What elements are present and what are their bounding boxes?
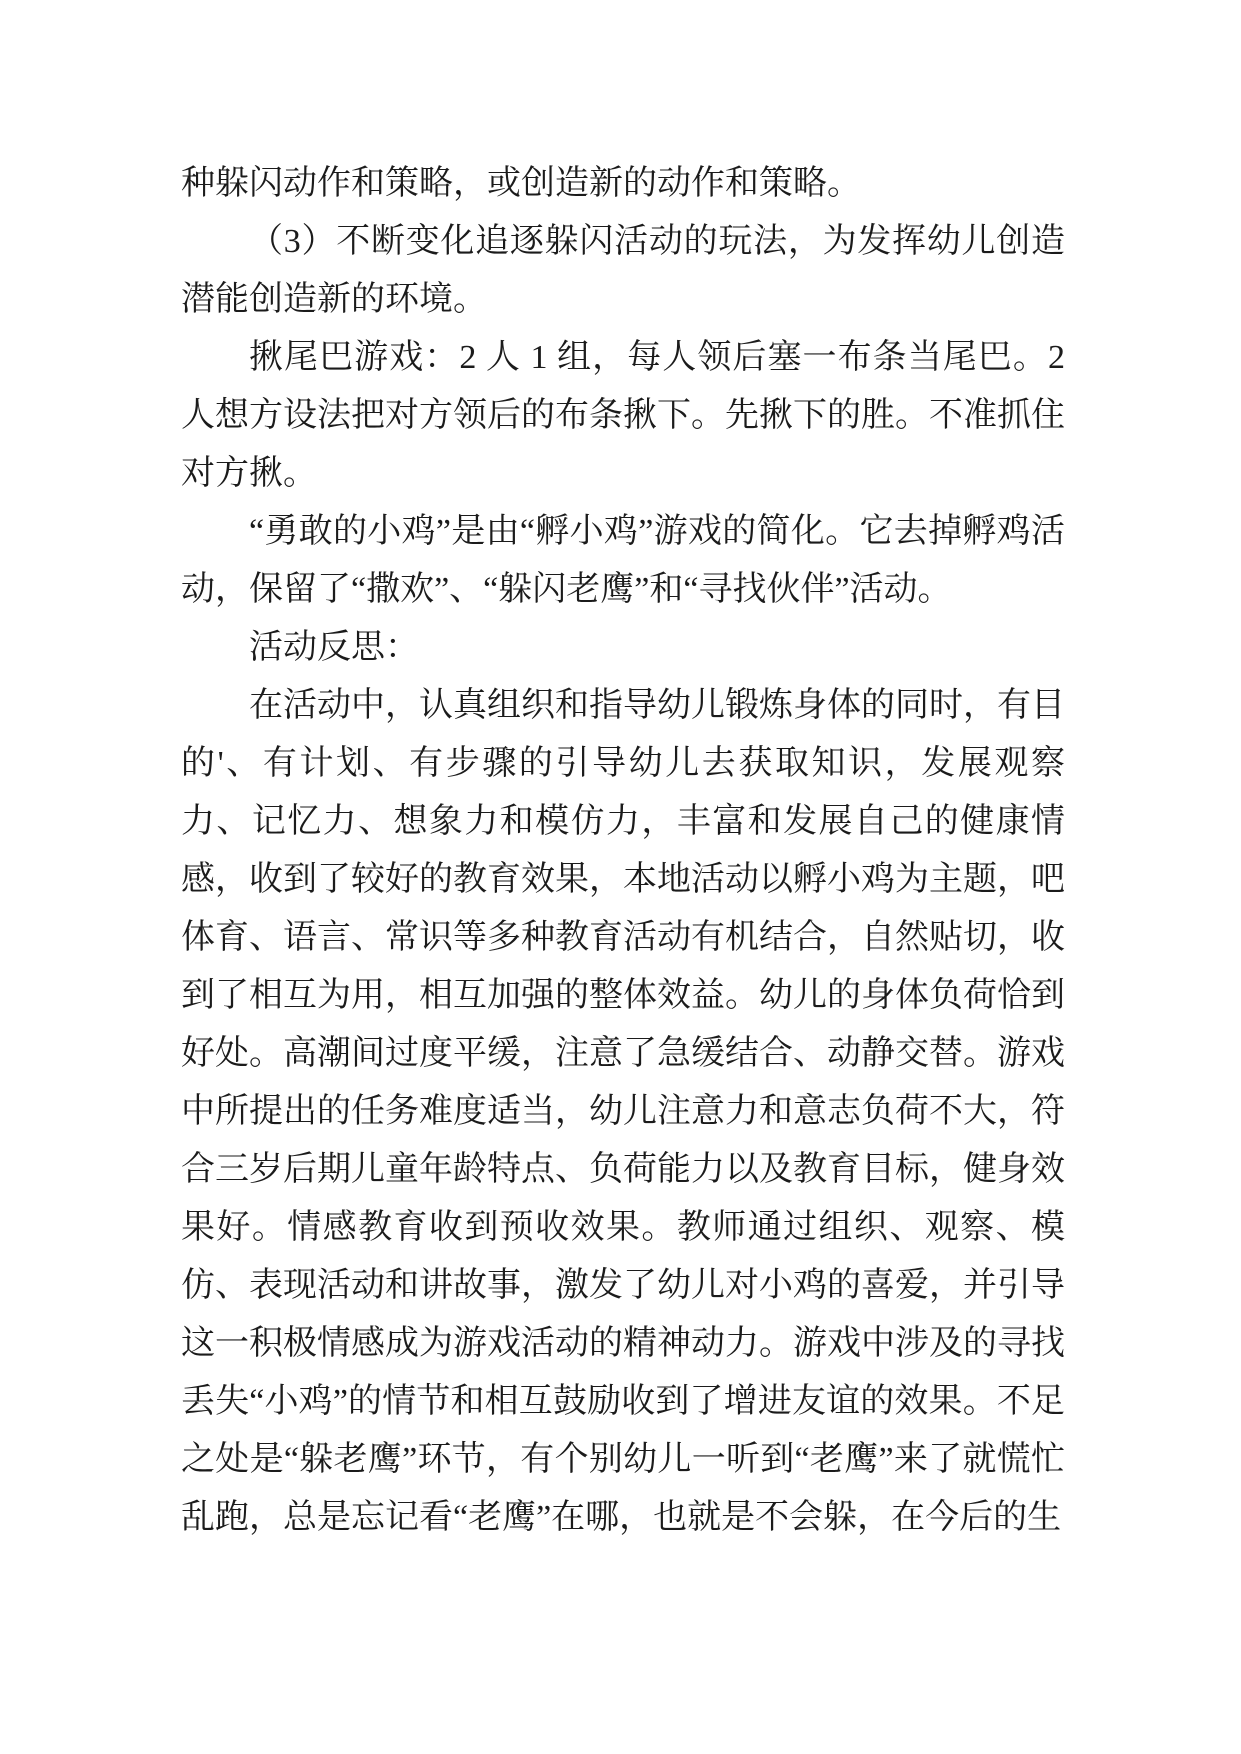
paragraph: 揪尾巴游戏：2 人 1 组，每人领后塞一布条当尾巴。2 人想方设法把对方领后的布条揪下。先揪下的胜。不准抓住对方揪。	[181, 339, 1065, 492]
paragraph: 活动反思：	[249, 629, 419, 666]
paragraph: 在活动中，认真组织和指导幼儿锻炼身体的同时，有目的'、有计划、有步骤的引导幼儿去获取知识，发展观察力、记忆力、想象力和模仿力，丰富和发展自己的健康情感，收到了较好的教育效果，本地活动以孵小鸡为主题，吧体育、语言、常识等多种教育活动有机结合，自然贴切，收到了相互为用，相互加强的整体效益。幼儿的身体负荷恰到好处。高潮间过度平缓，注意了急缓结合、动静交替。游戏中所提出的任务难度适当，幼儿注意力和意志负荷不大，符合三岁后期儿童年龄特点、负荷能力以及教育目标，健身效果好。情感教育收到预收效果。教师通过组织、观察、模仿、表现活动和讲故事，激发了幼儿对小鸡的喜爱，并引导这一积极情感成为游戏活动的精神动力。游戏中涉及的寻找丢失“小鸡”的情节和相互鼓励收到了增进友谊的效果。不足之处是“躲老鹰”环节，有个别幼儿一听到“老鹰”来了就慌忙乱跑，总是忘记看“老鹰”在哪，也就是不会躲，在今后的生	[181, 687, 1065, 1536]
document-body	[181, 155, 1065, 1547]
paragraph: 种躲闪动作和策略，或创造新的动作和策略。	[181, 165, 861, 202]
paragraph: （3）不断变化追逐躲闪活动的玩法，为发挥幼儿创造潜能创造新的环境。	[181, 223, 1065, 318]
paragraph: “勇敢的小鸡”是由“孵小鸡”游戏的简化。它去掉孵鸡活动，保留了“撒欢”、“躲闪老鹰”和“寻找伙伴”活动。	[181, 513, 1065, 608]
